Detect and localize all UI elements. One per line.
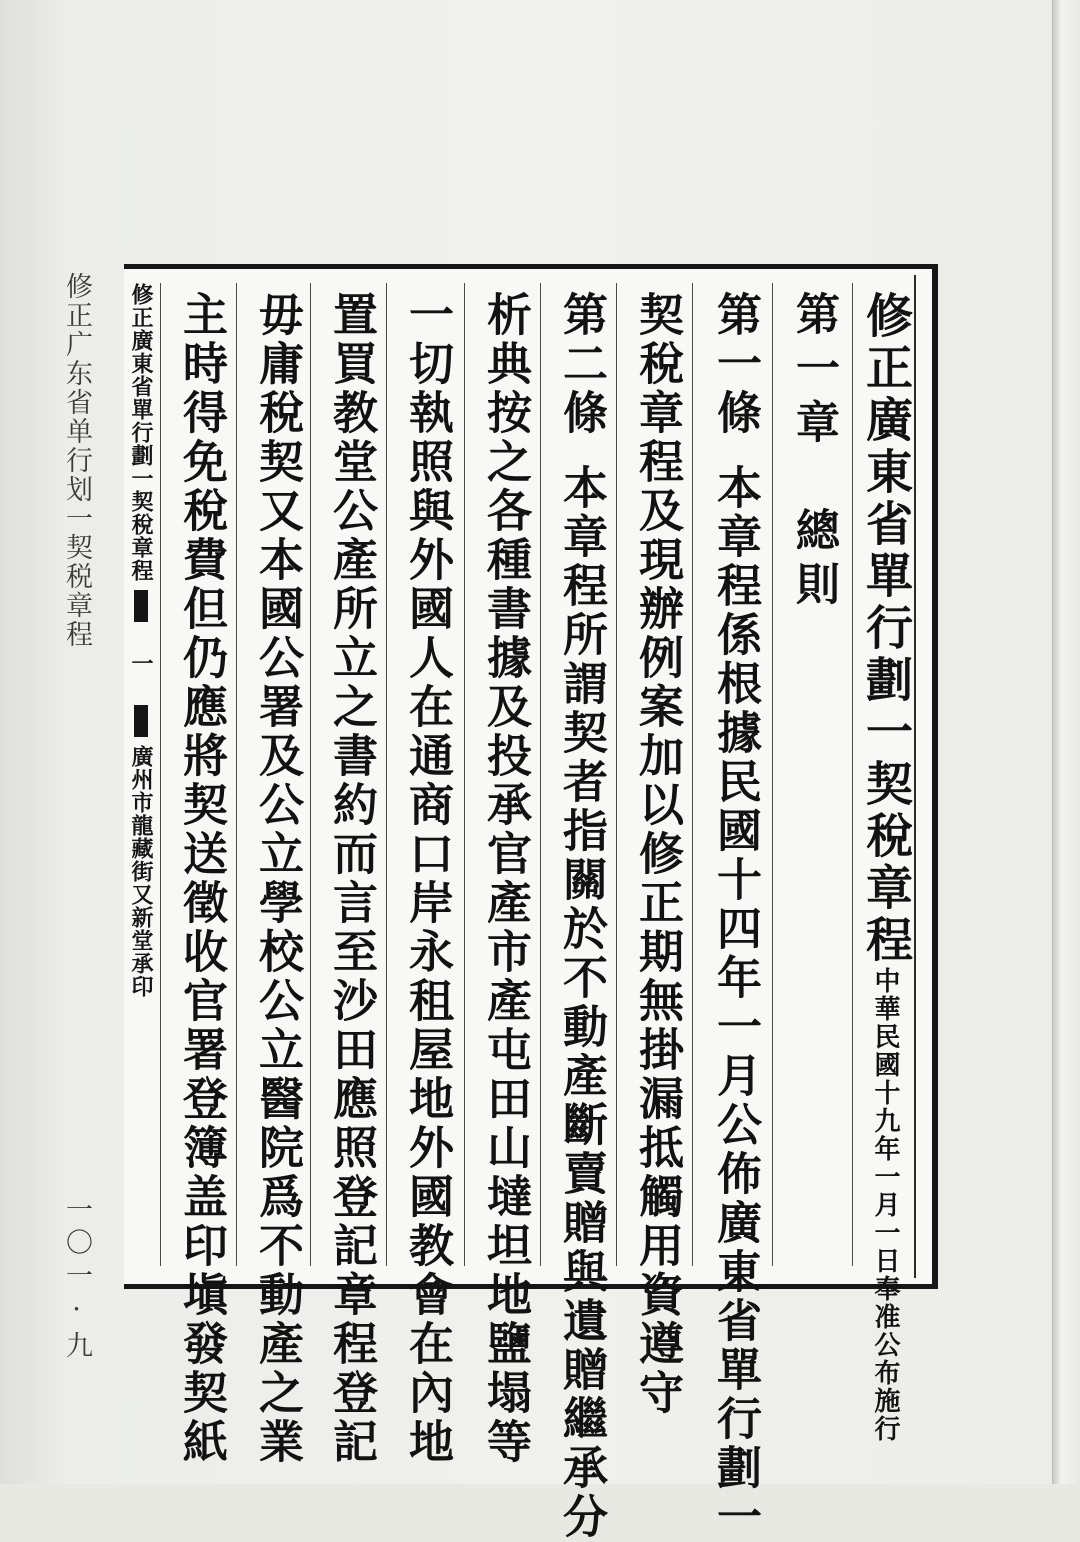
column-rule xyxy=(310,283,311,1266)
column-rule xyxy=(386,283,387,1266)
column-rule xyxy=(852,283,853,1266)
woodblock-text-frame xyxy=(124,264,938,1542)
document-subtitle: 中華民國十九年一月一日奉准公布施行 xyxy=(870,967,900,1443)
article-1-text: 本章程係根據民國十四年一月公佈廣東省單行劃一 xyxy=(709,464,762,1542)
article-1-label: 第一條 xyxy=(709,291,762,438)
article-1-line-1 xyxy=(704,291,766,1542)
column-rule xyxy=(464,283,465,1266)
article-1-line-2: 契稅章程及現辦例案加以修正期無掛漏抵觸用資遵守 xyxy=(631,291,684,1418)
column-rule xyxy=(616,283,617,1266)
column-rule xyxy=(692,283,693,1266)
article-2-label: 第二條 xyxy=(555,291,608,438)
column-rule xyxy=(772,283,773,1266)
margin-page: 一 xyxy=(128,652,154,675)
block-margin-strip xyxy=(124,283,158,1273)
column-rule xyxy=(160,283,161,1266)
document-title-column xyxy=(854,291,916,1443)
article-2-line-2: 析典按之各種書據及投承官產市產屯田山墶坦地鹽塌等 xyxy=(479,291,532,1467)
article-2-text: 本章程所謂契者指關於不動產斷賣贈與遺贈繼承分 xyxy=(555,464,608,1542)
article-2-line-6: 主時得免稅費但仍應將契送徵收官署登簿盖印塡發契紙 xyxy=(175,291,228,1467)
fish-tail-mark xyxy=(134,705,148,737)
article-2-line-5: 毋庸稅契又本國公署及公立學校公立醫院爲不動產之業 xyxy=(251,291,304,1467)
article-2-line-1 xyxy=(550,291,612,1542)
book-gutter xyxy=(1052,0,1080,1484)
document-title: 修正廣東省單行劃一契稅章程 xyxy=(858,291,913,967)
article-2-line-3: 一切執照與外國人在通商口岸永租屋地外國教會在內地 xyxy=(401,291,454,1467)
column-rule xyxy=(540,283,541,1266)
column-rule xyxy=(236,283,237,1266)
article-2-line-4: 置買教堂公產所立之書約而言至沙田應照登記章程登記 xyxy=(325,291,378,1467)
fish-tail-mark xyxy=(134,590,148,622)
running-title: 修正广东省单行划一契税章程 xyxy=(61,272,92,649)
page-number: 一〇一·九 xyxy=(61,1195,92,1364)
margin-printer: 廣州市龍藏街又新堂承印 xyxy=(128,745,154,998)
chapter-heading: 第一章 總則 xyxy=(788,291,839,615)
margin-title: 修正廣東省單行劃一契稅章程 xyxy=(128,283,154,582)
